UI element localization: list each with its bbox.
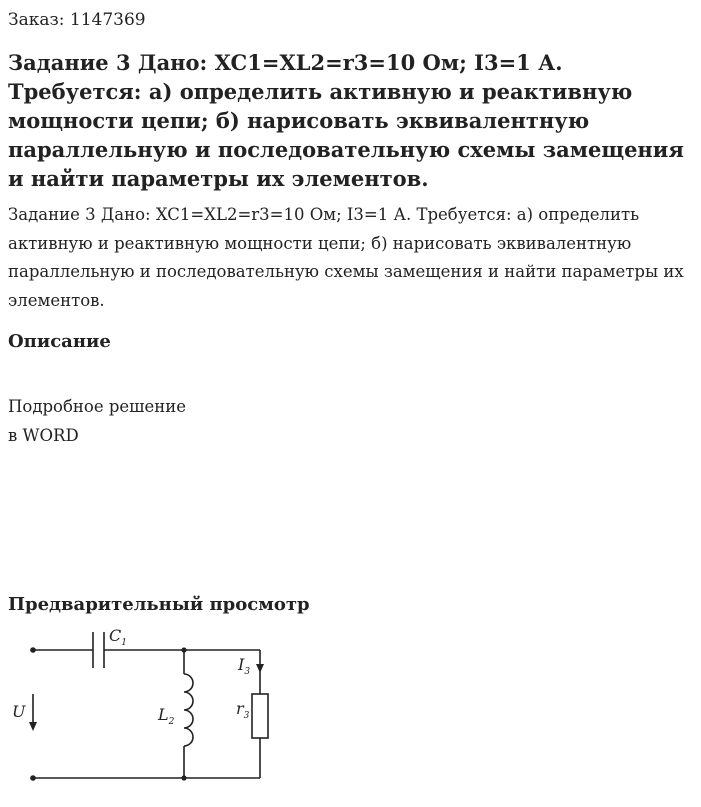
detail-line-2: в WORD — [8, 426, 79, 445]
i3-label: $I_3$ — [238, 655, 251, 677]
voltage-arrow-head — [29, 722, 37, 731]
inductor-coil — [184, 674, 193, 746]
junction-top — [181, 647, 186, 652]
circuit-diagram — [0, 622, 300, 797]
description-heading: Описание — [8, 331, 111, 352]
l2-label: $L_2$ — [158, 705, 175, 727]
solution-details — [8, 392, 186, 450]
r3-label: $r_3$ — [236, 699, 250, 721]
order-number: Заказ: 1147369 — [8, 10, 146, 30]
preview-heading: Предварительный просмотр — [8, 594, 310, 615]
u-label: U — [12, 702, 26, 721]
task-description: Задание 3 Дано: XC1=XL2=r3=10 Ом; I3=1 А. Требуется: а) определить активную и реактивную мощности цепи; б) нарисовать эквивалентную параллельную и последовательную схемы замещения и найти параметры их элементов. — [8, 205, 684, 310]
detail-line-1: Подробное решение — [8, 397, 187, 416]
page-title: Задание 3 Дано: XC1=XL2=r3=10 Ом; I3=1 А. Требуется: а) определить активную и реактивную мощности цепи; б) нарисовать эквивалентную параллельную и последовательную схемы замещения и найти параметры их элементов. — [8, 50, 684, 191]
c1-label: $C_1$ — [109, 626, 127, 648]
terminal-bottom — [30, 775, 36, 781]
junction-bottom — [181, 775, 186, 780]
terminal-top — [30, 647, 36, 653]
resistor — [252, 694, 268, 738]
current-arrow-head — [256, 664, 264, 673]
